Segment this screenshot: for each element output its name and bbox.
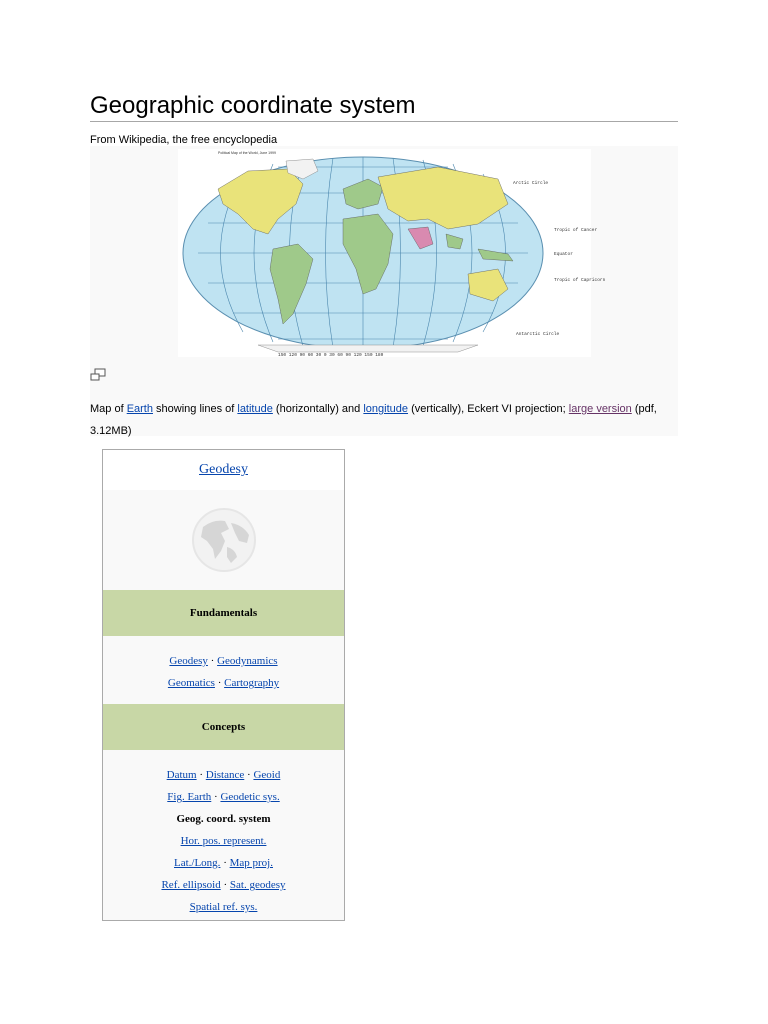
separator-dot: · xyxy=(247,769,251,781)
navbox-list-fundamentals xyxy=(103,636,344,704)
separator-dot: · xyxy=(210,655,215,667)
link-geodynamics[interactable]: Geodynamics xyxy=(217,655,278,667)
caption-text-1: showing lines of xyxy=(152,403,238,415)
map-header-text: Political Map of the World, June 1999 xyxy=(218,151,276,155)
list-row xyxy=(103,852,344,874)
link-geomatics[interactable]: Geomatics xyxy=(167,677,215,689)
list-row xyxy=(103,874,344,896)
caption-text-3: (vertically), Eckert VI projection; xyxy=(408,403,569,415)
link-datum[interactable]: Datum xyxy=(166,769,197,781)
separator-dot: · xyxy=(199,769,204,781)
navbox-title xyxy=(103,450,344,490)
large-version-link[interactable]: large version xyxy=(568,403,632,415)
link-lat-long[interactable]: Lat./Long. xyxy=(174,857,221,869)
link-geodesy[interactable]: Geodesy xyxy=(169,655,208,667)
enlarge-icon-svg xyxy=(90,368,106,382)
caption-prefix: Map of xyxy=(90,403,127,415)
latitude-link[interactable]: latitude xyxy=(237,403,273,415)
caption-text-2: (horizontally) and xyxy=(272,403,364,415)
link-sat-geodesy[interactable]: Sat. geodesy xyxy=(229,879,286,891)
figure-caption xyxy=(90,398,670,442)
world-map-svg xyxy=(178,149,606,358)
label-antarctic-circle: Antarctic Circle xyxy=(516,332,560,337)
list-row xyxy=(103,672,344,694)
list-row xyxy=(103,650,344,672)
list-row xyxy=(103,830,344,852)
label-tropic-capricorn: Tropic of Capricorn xyxy=(554,278,606,283)
site-tagline: From Wikipedia, the free encyclopedia xyxy=(90,134,278,146)
separator-dot: · xyxy=(217,677,222,689)
link-map-proj[interactable]: Map proj. xyxy=(229,857,273,869)
caption-text-4: (pdf, 3.12MB) xyxy=(90,403,657,437)
link-distance[interactable]: Distance xyxy=(205,769,245,781)
navbox-header-fundamentals: Fundamentals xyxy=(103,590,344,636)
navbox-title-link[interactable]: Geodesy xyxy=(199,462,248,477)
world-map-image[interactable] xyxy=(178,149,606,358)
link-geodetic-sys[interactable]: Geodetic sys. xyxy=(220,791,280,803)
page-title: Geographic coordinate system xyxy=(90,92,416,119)
separator-dot: · xyxy=(214,791,218,803)
label-equator: Equator xyxy=(554,252,573,257)
globe-icon xyxy=(191,507,257,573)
title-divider xyxy=(90,121,678,122)
list-row xyxy=(103,808,344,830)
label-arctic-circle: Arctic Circle xyxy=(513,181,549,186)
link-cartography[interactable]: Cartography xyxy=(224,677,280,689)
navbox-globe-image[interactable] xyxy=(103,490,344,590)
longitude-link[interactable]: longitude xyxy=(363,403,409,415)
navbox-list-concepts xyxy=(103,750,344,928)
link-geoid[interactable]: Geoid xyxy=(253,769,281,781)
enlarge-icon[interactable] xyxy=(90,368,106,382)
separator-dot: · xyxy=(223,879,228,891)
longitude-scale: 150 120 90 60 30 0 30 60 90 120 150 180 xyxy=(278,353,384,358)
earth-link[interactable]: Earth xyxy=(126,403,153,415)
separator-dot: · xyxy=(223,857,227,869)
list-row xyxy=(103,896,344,918)
link-ref-ellipsoid[interactable]: Ref. ellipsoid xyxy=(161,879,221,891)
link-hor-pos-represent[interactable]: Hor. pos. represent. xyxy=(180,835,267,847)
list-row xyxy=(103,786,344,808)
geodesy-navbox xyxy=(102,449,345,921)
navbox-header-concepts: Concepts xyxy=(103,704,344,750)
link-spatial-ref-sys[interactable]: Spatial ref. sys. xyxy=(189,901,258,913)
current-page-item: Geog. coord. system xyxy=(176,813,271,825)
list-row xyxy=(103,764,344,786)
link-fig-earth[interactable]: Fig. Earth xyxy=(167,791,212,803)
label-tropic-cancer: Tropic of Cancer xyxy=(554,228,598,233)
